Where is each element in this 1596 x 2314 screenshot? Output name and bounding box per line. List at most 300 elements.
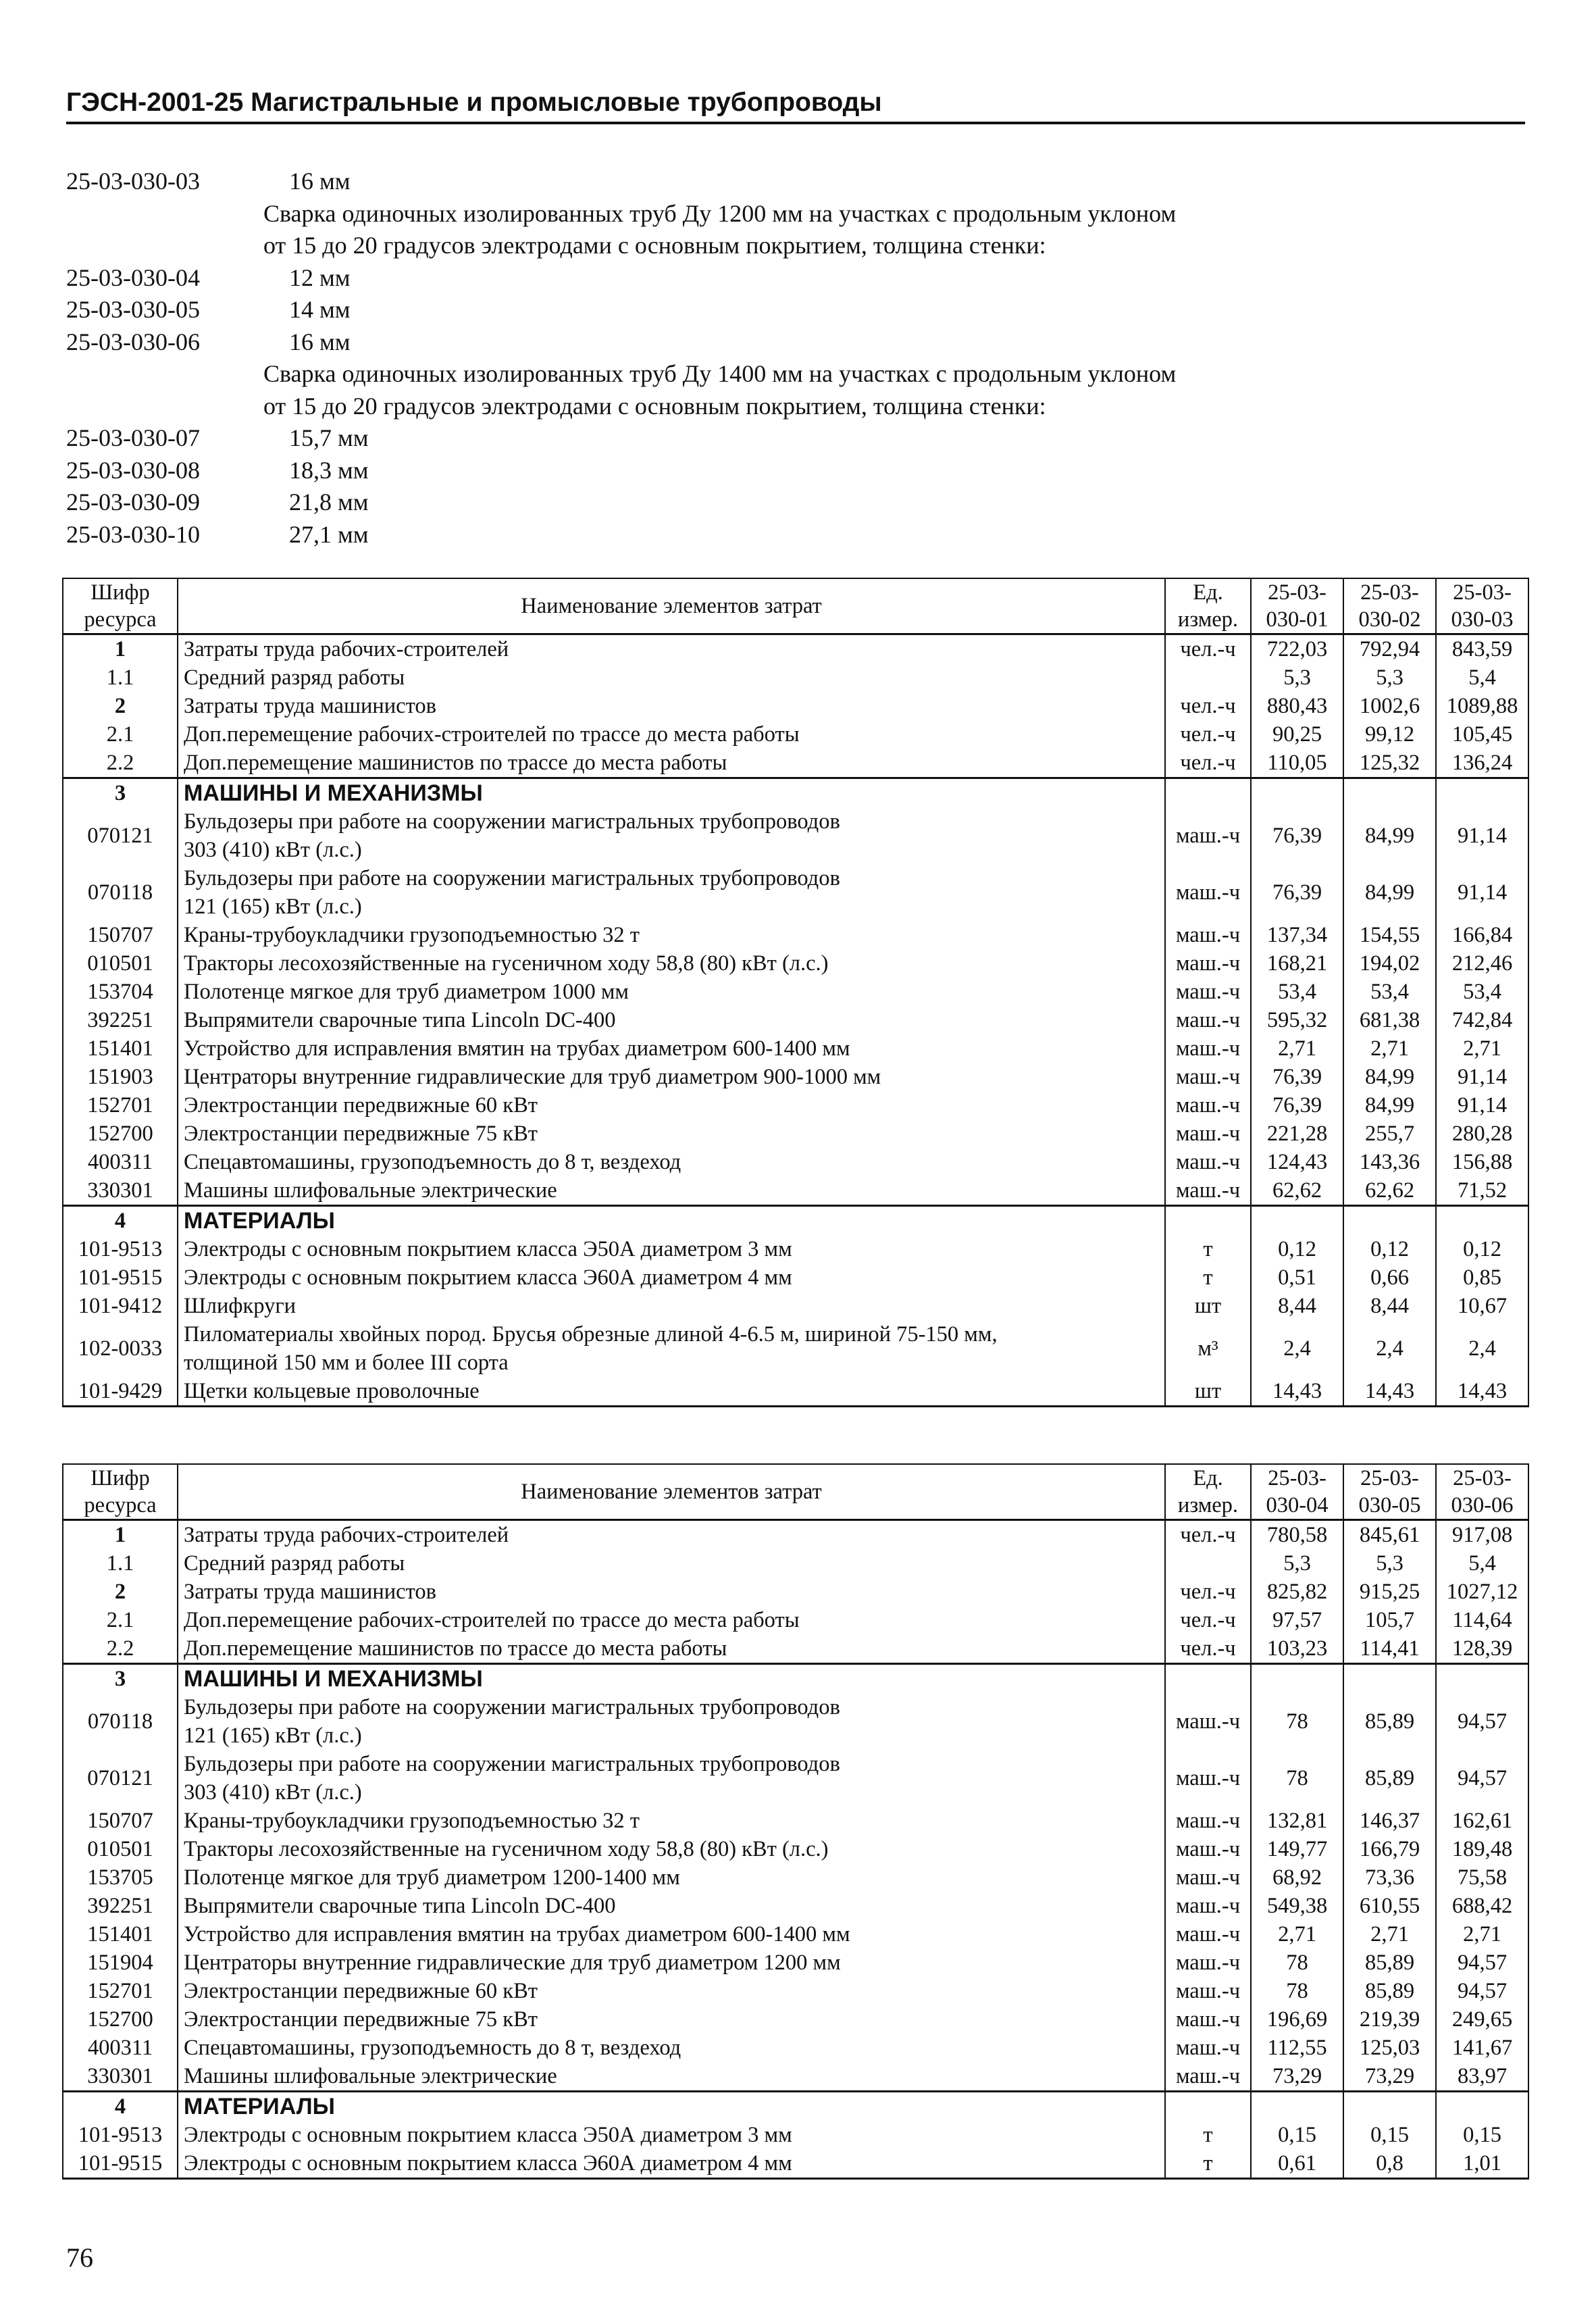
value-cell: 84,99 (1343, 807, 1436, 864)
cost-element-name (178, 2062, 1165, 2092)
unit-cell: маш.-ч (1165, 1063, 1251, 1091)
value-cell: 0,85 (1436, 1263, 1528, 1292)
value-cell: 73,29 (1343, 2062, 1436, 2092)
norm-code: 25-03-030-07 (66, 424, 200, 451)
resource-code: 392251 (63, 1892, 178, 1920)
empty-cell (1436, 2092, 1528, 2121)
name-line: Бульдозеры при работе на сооружении магистральных трубопроводов (184, 809, 840, 834)
resource-code: 2.2 (63, 749, 178, 778)
unit-cell: чел.-ч (1165, 1606, 1251, 1634)
unit-cell: м³ (1165, 1320, 1251, 1377)
unit-cell: маш.-ч (1165, 864, 1251, 921)
cost-element-name (178, 634, 1165, 664)
value-cell: 0,15 (1436, 2121, 1528, 2149)
name-line: Щетки кольцевые проволочные (184, 1379, 480, 1403)
table-row (63, 1176, 1528, 1206)
resource-code: 151401 (63, 1034, 178, 1063)
value-cell: 76,39 (1251, 807, 1343, 864)
value-cell: 14,43 (1251, 1377, 1343, 1407)
unit-cell: шт (1165, 1377, 1251, 1407)
value-cell: 154,55 (1343, 921, 1436, 949)
table-row (63, 1292, 1528, 1320)
resource-code: 101-9513 (63, 1235, 178, 1263)
resource-code: 070118 (63, 864, 178, 921)
cost-element-name (178, 1063, 1165, 1091)
header-unit: Ед. измер. (1165, 578, 1251, 634)
section-title: МАТЕРИАЛЫ (178, 1206, 1165, 1236)
name-line: Выпрямители сварочные типа Lincoln DC-400 (184, 1008, 616, 1032)
name-line: Затраты труда рабочих-строителей (184, 637, 509, 661)
unit-cell: маш.-ч (1165, 1091, 1251, 1120)
table-row (63, 949, 1528, 978)
unit-cell: шт (1165, 1292, 1251, 1320)
value-cell: 94,57 (1436, 1977, 1528, 2005)
value-cell: 76,39 (1251, 1063, 1343, 1091)
value-cell: 62,62 (1343, 1176, 1436, 1206)
unit-cell: маш.-ч (1165, 1176, 1251, 1206)
resource-code: 101-9513 (63, 2121, 178, 2149)
value-cell: 0,12 (1436, 1235, 1528, 1263)
name-line: Доп.перемещение машинистов по трассе до места работы (184, 751, 727, 775)
resource-code: 1.1 (63, 1549, 178, 1578)
value-cell: 5,3 (1343, 663, 1436, 692)
table-row (63, 1120, 1528, 1148)
value-cell: 84,99 (1343, 1091, 1436, 1120)
resource-code: 152700 (63, 2005, 178, 2034)
empty-cell (1165, 778, 1251, 808)
intro-line (66, 294, 1525, 326)
table-header-row (63, 1464, 1528, 1520)
value-cell: 91,14 (1436, 1063, 1528, 1091)
cost-element-name (178, 1606, 1165, 1634)
table-row (63, 1948, 1528, 1977)
resource-code: 2 (63, 692, 178, 720)
page-header (66, 88, 1525, 124)
table-row (63, 1520, 1528, 1550)
unit-cell: маш.-ч (1165, 1863, 1251, 1892)
value-cell: 610,55 (1343, 1892, 1436, 1920)
value-cell: 196,69 (1251, 2005, 1343, 2034)
value-cell: 780,58 (1251, 1520, 1343, 1550)
value-cell: 53,4 (1436, 978, 1528, 1006)
value-cell: 94,57 (1436, 1693, 1528, 1750)
cost-element-name (178, 692, 1165, 720)
cost-element-name (178, 1892, 1165, 1920)
cost-element-name (178, 2034, 1165, 2062)
cost-element-name (178, 1977, 1165, 2005)
unit-cell: маш.-ч (1165, 1892, 1251, 1920)
norm-code: 25-03-030-08 (66, 456, 200, 484)
value-cell: 143,36 (1343, 1148, 1436, 1176)
section-row (63, 778, 1528, 808)
resource-code: 1 (63, 1520, 178, 1550)
cost-element-name (178, 663, 1165, 692)
norm-codes-list (66, 166, 1525, 551)
cost-element-name (178, 2121, 1165, 2149)
unit-cell: маш.-ч (1165, 1148, 1251, 1176)
resource-code: 151904 (63, 1948, 178, 1977)
intro-line (66, 230, 1525, 262)
cost-element-name (178, 1148, 1165, 1176)
value-cell: 124,43 (1251, 1148, 1343, 1176)
resource-code: 151401 (63, 1920, 178, 1948)
unit-cell: маш.-ч (1165, 1835, 1251, 1863)
cost-element-name (178, 1006, 1165, 1034)
value-cell: 0,12 (1343, 1235, 1436, 1263)
value-cell: 146,37 (1343, 1807, 1436, 1835)
value-cell: 85,89 (1343, 1948, 1436, 1977)
empty-cell (1165, 1206, 1251, 1236)
name-line: Полотенце мягкое для труб диаметром 1000 мм (184, 980, 629, 1004)
section-row (63, 1664, 1528, 1694)
header-code: Шифр ресурса (63, 578, 178, 634)
name-line: Затраты труда машинистов (184, 1580, 436, 1604)
resource-code: 2.1 (63, 1606, 178, 1634)
resource-code: 010501 (63, 949, 178, 978)
unit-cell: маш.-ч (1165, 1807, 1251, 1835)
value-cell: 212,46 (1436, 949, 1528, 978)
table-row (63, 2062, 1528, 2092)
value-cell: 68,92 (1251, 1863, 1343, 1892)
value-cell: 5,4 (1436, 663, 1528, 692)
empty-cell (1343, 778, 1436, 808)
value-cell: 722,03 (1251, 634, 1343, 664)
name-line-2: толщиной 150 мм и более III сорта (184, 1351, 509, 1375)
resource-code: 152701 (63, 1091, 178, 1120)
unit-cell: маш.-ч (1165, 807, 1251, 864)
value-cell: 14,43 (1436, 1377, 1528, 1407)
cost-element-name (178, 1948, 1165, 1977)
table-header-row (63, 578, 1528, 634)
cost-element-name (178, 1549, 1165, 1578)
table-row (63, 1977, 1528, 2005)
table-row (63, 1750, 1528, 1807)
cost-element-name (178, 1377, 1165, 1407)
unit-cell: маш.-ч (1165, 1948, 1251, 1977)
value-cell: 915,25 (1343, 1578, 1436, 1606)
empty-cell (1251, 1664, 1343, 1694)
value-cell: 8,44 (1251, 1292, 1343, 1320)
cost-element-name (178, 1320, 1165, 1377)
resource-table-1 (62, 578, 1529, 1407)
value-cell: 78 (1251, 1750, 1343, 1807)
section-code: 3 (63, 1664, 178, 1694)
resource-code: 150707 (63, 1807, 178, 1835)
value-cell: 1,01 (1436, 2149, 1528, 2179)
value-cell: 103,23 (1251, 1634, 1343, 1664)
name-line: Электроды с основным покрытием класса Э60А диаметром 4 мм (184, 2151, 792, 2175)
value-cell: 0,51 (1251, 1263, 1343, 1292)
cost-element-name (178, 1520, 1165, 1550)
table-row (63, 692, 1528, 720)
value-cell: 78 (1251, 1693, 1343, 1750)
resource-code: 1.1 (63, 663, 178, 692)
table-row (63, 663, 1528, 692)
name-line: Центраторы внутренние гидравлические для труб диаметром 900-1000 мм (184, 1065, 881, 1089)
unit-cell: маш.-ч (1165, 2034, 1251, 2062)
resource-code: 070121 (63, 807, 178, 864)
unit-cell: маш.-ч (1165, 1750, 1251, 1807)
value-cell: 843,59 (1436, 634, 1528, 664)
intro-line (66, 486, 1525, 519)
table-row (63, 1892, 1528, 1920)
value-cell: 166,79 (1343, 1835, 1436, 1863)
wall-thickness: 16 мм (289, 168, 351, 195)
page-number: 76 (66, 2242, 93, 2273)
name-line: Выпрямители сварочные типа Lincoln DC-400 (184, 1894, 616, 1918)
unit-cell: маш.-ч (1165, 1034, 1251, 1063)
resource-code: 2.2 (63, 1634, 178, 1664)
value-cell: 2,71 (1251, 1034, 1343, 1063)
table-row (63, 1835, 1528, 1863)
name-line: Пиломатериалы хвойных пород. Брусья обрезные длиной 4-6.5 м, шириной 75-150 мм, (184, 1322, 998, 1347)
intro-line (66, 519, 1525, 551)
table-row (63, 749, 1528, 778)
value-cell: 1002,6 (1343, 692, 1436, 720)
value-cell: 14,43 (1343, 1377, 1436, 1407)
wall-thickness: 12 мм (289, 263, 351, 291)
value-cell: 132,81 (1251, 1807, 1343, 1835)
value-cell: 8,44 (1343, 1292, 1436, 1320)
cost-element-name (178, 1807, 1165, 1835)
norm-code: 25-03-030-06 (66, 328, 200, 355)
work-description: Сварка одиночных изолированных труб Ду 1200 мм на участках с продольным уклоном (263, 199, 1177, 227)
value-cell: 0,12 (1251, 1235, 1343, 1263)
value-cell: 2,71 (1251, 1920, 1343, 1948)
table-row (63, 1920, 1528, 1948)
intro-line (66, 422, 1525, 455)
name-line-2: 303 (410) кВт (л.с.) (184, 1780, 362, 1805)
value-cell: 168,21 (1251, 949, 1343, 978)
value-cell: 2,4 (1436, 1320, 1528, 1377)
value-cell: 94,57 (1436, 1948, 1528, 1977)
empty-cell (1165, 2092, 1251, 2121)
resource-code: 010501 (63, 1835, 178, 1863)
header-name: Наименование элементов затрат (178, 578, 1165, 634)
table-row (63, 1549, 1528, 1578)
unit-cell: маш.-ч (1165, 978, 1251, 1006)
unit-cell: маш.-ч (1165, 949, 1251, 978)
unit-cell (1165, 663, 1251, 692)
unit-cell: т (1165, 2121, 1251, 2149)
resource-code: 101-9515 (63, 2149, 178, 2179)
value-cell: 549,38 (1251, 1892, 1343, 1920)
value-cell: 5,3 (1251, 663, 1343, 692)
value-cell: 110,05 (1251, 749, 1343, 778)
value-cell: 5,3 (1343, 1549, 1436, 1578)
header-col-2: 25-03- 030-02 (1343, 578, 1436, 634)
wall-thickness: 21,8 мм (289, 488, 369, 515)
section-row (63, 2092, 1528, 2121)
name-line: Бульдозеры при работе на сооружении магистральных трубопроводов (184, 1752, 840, 1776)
unit-cell: чел.-ч (1165, 1578, 1251, 1606)
value-cell: 1089,88 (1436, 692, 1528, 720)
value-cell: 917,08 (1436, 1520, 1528, 1550)
value-cell: 845,61 (1343, 1520, 1436, 1550)
value-cell: 76,39 (1251, 864, 1343, 921)
unit-cell: маш.-ч (1165, 1006, 1251, 1034)
wall-thickness: 15,7 мм (289, 424, 369, 451)
name-line: Затраты труда рабочих-строителей (184, 1523, 509, 1547)
value-cell: 2,71 (1436, 1920, 1528, 1948)
empty-cell (1343, 2092, 1436, 2121)
unit-cell: чел.-ч (1165, 634, 1251, 664)
value-cell: 249,65 (1436, 2005, 1528, 2034)
cost-element-name (178, 1091, 1165, 1120)
cost-element-name (178, 1750, 1165, 1807)
wall-thickness: 18,3 мм (289, 456, 369, 484)
intro-line (66, 455, 1525, 487)
resource-code: 101-9412 (63, 1292, 178, 1320)
value-cell: 99,12 (1343, 720, 1436, 749)
norm-code: 25-03-030-04 (66, 263, 200, 291)
unit-cell: маш.-ч (1165, 921, 1251, 949)
value-cell: 255,7 (1343, 1120, 1436, 1148)
value-cell: 825,82 (1251, 1578, 1343, 1606)
name-line: Бульдозеры при работе на сооружении магистральных трубопроводов (184, 866, 840, 890)
cost-element-name (178, 2149, 1165, 2179)
name-line: Бульдозеры при работе на сооружении магистральных трубопроводов (184, 1695, 840, 1719)
resource-code: 150707 (63, 921, 178, 949)
norm-code: 25-03-030-03 (66, 168, 200, 195)
empty-cell (1436, 778, 1528, 808)
value-cell: 91,14 (1436, 1091, 1528, 1120)
cost-element-name (178, 1634, 1165, 1664)
cost-element-name (178, 949, 1165, 978)
unit-cell: т (1165, 1263, 1251, 1292)
value-cell: 194,02 (1343, 949, 1436, 978)
table-row (63, 1091, 1528, 1120)
cost-element-name (178, 1863, 1165, 1892)
wall-thickness: 27,1 мм (289, 520, 369, 548)
header-name: Наименование элементов затрат (178, 1464, 1165, 1520)
name-line: Полотенце мягкое для труб диаметром 1200-1400 мм (184, 1865, 680, 1890)
unit-cell: маш.-ч (1165, 1120, 1251, 1148)
value-cell: 53,4 (1251, 978, 1343, 1006)
intro-line (66, 358, 1525, 391)
cost-element-name (178, 921, 1165, 949)
value-cell: 78 (1251, 1977, 1343, 2005)
value-cell: 0,66 (1343, 1263, 1436, 1292)
norm-code: 25-03-030-09 (66, 488, 200, 515)
value-cell: 90,25 (1251, 720, 1343, 749)
name-line: Электростанции передвижные 60 кВт (184, 1979, 538, 2003)
cost-element-name (178, 1263, 1165, 1292)
value-cell: 75,58 (1436, 1863, 1528, 1892)
value-cell: 114,41 (1343, 1634, 1436, 1664)
name-line: Электроды с основным покрытием класса Э50А диаметром 3 мм (184, 2123, 792, 2147)
name-line: Электроды с основным покрытием класса Э50А диаметром 3 мм (184, 1237, 792, 1261)
table-row (63, 1034, 1528, 1063)
value-cell: 137,34 (1251, 921, 1343, 949)
table-row (63, 807, 1528, 864)
empty-cell (1165, 1664, 1251, 1694)
empty-cell (1343, 1664, 1436, 1694)
section-title: МАШИНЫ И МЕХАНИЗМЫ (178, 1664, 1165, 1694)
value-cell: 136,24 (1436, 749, 1528, 778)
cost-element-name (178, 1578, 1165, 1606)
unit-cell: чел.-ч (1165, 1634, 1251, 1664)
name-line: Доп.перемещение рабочих-строителей по трассе до места работы (184, 722, 800, 747)
unit-cell (1165, 1549, 1251, 1578)
value-cell: 2,4 (1251, 1320, 1343, 1377)
intro-line (66, 391, 1525, 423)
value-cell: 91,14 (1436, 807, 1528, 864)
header-col-1: 25-03- 030-04 (1251, 1464, 1343, 1520)
value-cell: 91,14 (1436, 864, 1528, 921)
value-cell: 742,84 (1436, 1006, 1528, 1034)
cost-element-name (178, 1176, 1165, 1206)
name-line: Краны-трубоукладчики грузоподъемностью 32 т (184, 1809, 640, 1833)
value-cell: 681,38 (1343, 1006, 1436, 1034)
value-cell: 125,03 (1343, 2034, 1436, 2062)
section-title: МАТЕРИАЛЫ (178, 2092, 1165, 2121)
value-cell: 112,55 (1251, 2034, 1343, 2062)
table-row (63, 1807, 1528, 1835)
table-row (63, 864, 1528, 921)
unit-cell: чел.-ч (1165, 1520, 1251, 1550)
cost-element-name (178, 720, 1165, 749)
table-row (63, 1634, 1528, 1664)
norm-code: 25-03-030-05 (66, 296, 200, 323)
intro-line (66, 198, 1525, 230)
value-cell: 84,99 (1343, 864, 1436, 921)
value-cell: 2,71 (1343, 1034, 1436, 1063)
table-row (63, 1578, 1528, 1606)
value-cell: 219,39 (1343, 2005, 1436, 2034)
table-row (63, 2149, 1528, 2179)
wall-thickness: 14 мм (289, 296, 351, 323)
name-line: Тракторы лесохозяйственные на гусеничном ходу 58,8 (80) кВт (л.с.) (184, 951, 829, 976)
value-cell: 85,89 (1343, 1750, 1436, 1807)
value-cell: 5,3 (1251, 1549, 1343, 1578)
value-cell: 105,7 (1343, 1606, 1436, 1634)
cost-element-name (178, 1920, 1165, 1948)
value-cell: 792,94 (1343, 634, 1436, 664)
unit-cell: маш.-ч (1165, 2005, 1251, 2034)
name-line: Краны-трубоукладчики грузоподъемностью 32 т (184, 923, 640, 947)
table-row (63, 1148, 1528, 1176)
name-line: Машины шлифовальные электрические (184, 2064, 557, 2088)
empty-cell (1251, 778, 1343, 808)
name-line: Спецавтомашины, грузоподъемность до 8 т, вездеход (184, 1150, 681, 1174)
unit-cell: маш.-ч (1165, 2062, 1251, 2092)
work-description: от 15 до 20 градусов электродами с основным покрытием, толщина стенки: (263, 392, 1046, 420)
empty-cell (1251, 2092, 1343, 2121)
name-line: Электростанции передвижные 75 кВт (184, 1122, 538, 1146)
resource-code: 330301 (63, 2062, 178, 2092)
name-line: Устройство для исправления вмятин на трубах диаметром 600-1400 мм (184, 1036, 850, 1061)
cost-element-name (178, 749, 1165, 778)
resource-code: 152701 (63, 1977, 178, 2005)
cost-element-name (178, 978, 1165, 1006)
norm-code: 25-03-030-10 (66, 520, 200, 548)
value-cell: 880,43 (1251, 692, 1343, 720)
cost-element-name (178, 1835, 1165, 1863)
value-cell: 280,28 (1436, 1120, 1528, 1148)
section-code: 4 (63, 2092, 178, 2121)
resource-code: 153705 (63, 1863, 178, 1892)
value-cell: 0,61 (1251, 2149, 1343, 2179)
resource-code: 070118 (63, 1693, 178, 1750)
name-line-2: 121 (165) кВт (л.с.) (184, 895, 362, 919)
resource-code: 102-0033 (63, 1320, 178, 1377)
value-cell: 1027,12 (1436, 1578, 1528, 1606)
work-description: Сварка одиночных изолированных труб Ду 1400 мм на участках с продольным уклоном (263, 360, 1177, 387)
value-cell: 162,61 (1436, 1807, 1528, 1835)
section-code: 4 (63, 1206, 178, 1236)
name-line: Электроды с основным покрытием класса Э60А диаметром 4 мм (184, 1265, 792, 1290)
